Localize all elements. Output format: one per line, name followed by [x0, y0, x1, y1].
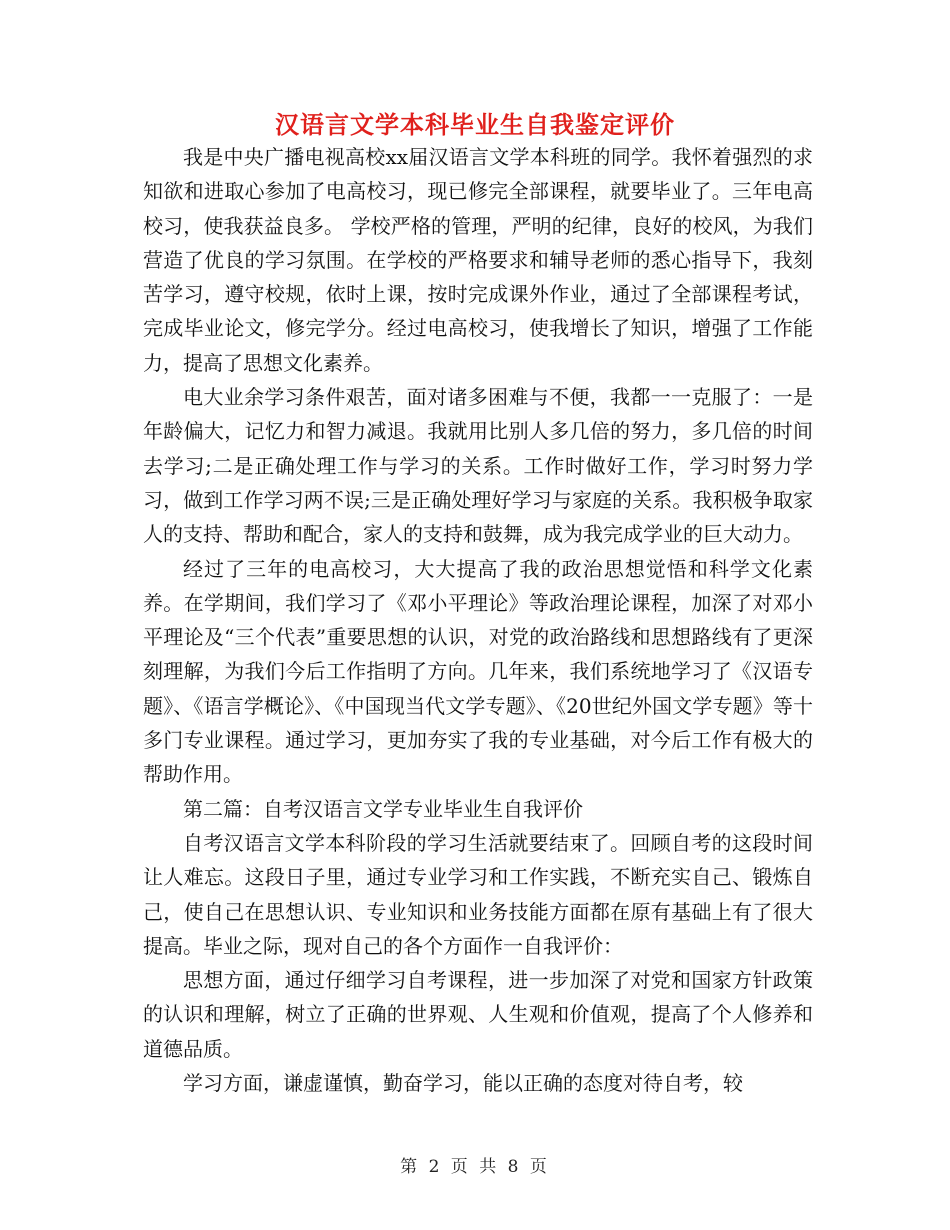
page-number-footer: 第 2 页 共 8 页 — [400, 1157, 550, 1177]
section-heading-second: 第二篇：自考汉语言文学专业毕业生自我评价 — [183, 796, 583, 821]
paragraph-study: 学习方面，谦虚谨慎，勤奋学习，能以正确的态度对待自考，较 — [183, 1071, 743, 1096]
document-title: 汉语言文学本科毕业生自我鉴定评价 — [275, 110, 675, 139]
paragraph-difficulties: 电大业余学习条件艰苦，面对诸多困难与不便，我都一一克服了：一是年龄偏大，记忆力和智力减退。我就用比别人多几倍的努力，多几倍的时间去学习;二是正确处理工作与学习的关系。工作时做好工作，学习时努力学习，做到工作学习两不误;三是正确处理好学习与家庭的关系。我积极争取家人的支持、帮助和配合，家人的支持和鼓舞，成为我完成学业的巨大动力。 — [143, 385, 813, 547]
paragraph-intro: 我是中央广播电视高校xx届汉语言文学本科班的同学。我怀着强烈的求知欲和进取心参加了电高校习，现已修完全部课程，就要毕业了。三年电高校习，使我获益良多。 学校严格的管理，严明的纪律，良好的校风，为我们营造了优良的学习氛围。在学校的严格要求和辅导老师的悉心指导下，我刻苦学习，遵守校规，依时上课，按时完成课外作业，通过了全部课程考试，完成毕业论文，修完学分。经过电高校习，使我增长了知识，增强了工作能力，提高了思想文化素养。 — [143, 145, 813, 375]
document-body — [143, 140, 813, 1100]
paragraph-ideology: 思想方面，通过仔细学习自考课程，进一步加深了对党和国家方针政策的认识和理解，树立了正确的世界观、人生观和价值观，提高了个人修养和道德品质。 — [143, 968, 813, 1061]
paragraph-achievements: 经过了三年的电高校习，大大提高了我的政治思想觉悟和科学文化素养。在学期间，我们学习了《邓小平理论》等政治理论课程，加深了对邓小平理论及“三个代表”重要思想的认识，对党的政治路线和思想路线有了更深刻理解，为我们今后工作指明了方向。几年来，我们系统地学习了《汉语专题》、《语言学概论》、《中国现当代文学专题》、《20世纪外国文学专题》等十多门专业课程。通过学习，更加夯实了我的专业基础，对今后工作有极大的帮助作用。 — [143, 556, 813, 787]
paragraph-self-study-intro: 自考汉语言文学本科阶段的学习生活就要结束了。回顾自考的这段时间让人难忘。这段日子里，通过专业学习和工作实践，不断充实自己、锻炼自己，使自己在思想认识、专业知识和业务技能方面都在原有基础上有了很大提高。毕业之际，现对自己的各个方面作一自我评价： — [143, 830, 813, 958]
